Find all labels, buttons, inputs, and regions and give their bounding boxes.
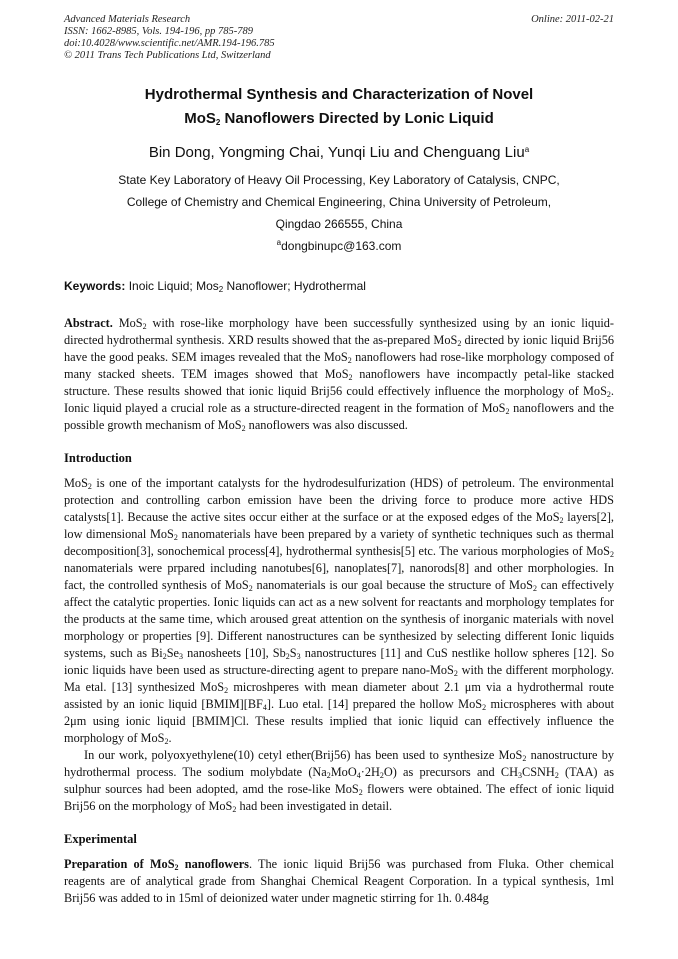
- abstract-label: Abstract.: [64, 316, 113, 330]
- affiliation-line-1: State Key Laboratory of Heavy Oil Processing, Key Laboratory of Catalysis, CNPC,: [118, 173, 560, 187]
- title-line-1: Hydrothermal Synthesis and Characterization of Novel: [144, 86, 534, 103]
- journal-name: Advanced Materials Research: [64, 14, 191, 25]
- author-list: [64, 143, 614, 163]
- section-heading-introduction: Introduction: [64, 451, 132, 465]
- subsection-heading: Preparation of MoS$_2$ nanoflowers: [64, 857, 249, 872]
- experimental-paragraph: Preparation of MoS$_2$ nanoflowers. The ionic liquid Brij56 was purchased from Fluka. Other chemical reagents are of analytical grade from Shanghai Chemical Reagent Corporation. In a typical synthesis, 1ml Brij56 was added to in 15ml of deionized water under magnetic stirring for 1h. 0.484g: [64, 857, 614, 905]
- keywords: Keywords: Inoic Liquid; Mos$_2$ Nanoflower; Hydrothermal: [64, 279, 366, 294]
- affiliation-line-2: College of Chemistry and Chemical Engineering, China University of Petroleum,: [126, 195, 552, 209]
- section-heading-experimental: Experimental: [64, 832, 137, 846]
- issn-line: ISSN: 1662-8985, Vols. 194-196, pp 785-789: [64, 26, 253, 37]
- affiliation: [64, 169, 614, 257]
- introduction-paragraph-1: MoS$_2$ is one of the important catalysts for the hydrodesulfurization (HDS) of petroleum. The environmental protection and controlling carbon emission have been the driving force to produce more active HDS catalysts[1]. Because the active sites occur either at the surface or at the exposed edges of the MoS$_2$ layers[2], low dimensional MoS$_2$ nanomaterials have been prepared by a variety of synthetic techniques such as thermal decomposition[3], sonochemical process[4], hydrothermal synthesis[5] etc. The various morphologies of MoS$_2$ nanomaterials were prpared including nanotubes[6], nanoplates[7], nanorods[8] and other morphologies. In fact, the controlled synthesis of MoS$_2$ nanomaterials is our goal because the structure of MoS$_2$ can effectively affect the catalytic properties. Ionic liquids can act as a new solvent for reactants and morphology templates for the products at the same time, which aroused great attention on the synthesis of inorganic materials with novel morphology or properties [9]. Different nanostructures can be synthesized by selecting different Ionic liquids systems, such as $Bi_2Se_3$ nanosheets [10], $Sb_2S_3$ nanostructures [11] and CuS nestlike hollow spheres [12]. So ionic liquids have been used as structure-directing agent to prepare nano-MoS$_2$ with the different morphology. Ma etal. [13] synthesized MoS$_2$ microshperes with mean diameter about 2.1 μm via a hydrothermal route assisted by an ionic liquid $[BMIM][BF_4]$. Luo etal. [14] prepared the hollow MoS$_2$ microspheres with about 2μm using ionic liquid [BMIM]Cl. These results implied that ionic liquid can effectively influence the morphology of MoS$_2$.: [64, 476, 615, 746]
- title-line-2: MoS$_2$ Nanoflowers Directed by Lonic Liquid: [184, 110, 494, 127]
- online-date: Online: 2011-02-21: [531, 14, 614, 25]
- journal-header: [64, 14, 614, 62]
- abstract: [64, 315, 614, 434]
- author-email: $^a$dongbinupc@163.com: [276, 238, 402, 253]
- paper-page: [64, 14, 614, 907]
- keywords-label: Keywords:: [64, 279, 126, 293]
- journal-info: [64, 14, 275, 62]
- affiliation-line-3: Qingdao 266555, China: [275, 217, 403, 231]
- author-names: Bin Dong, Yongming Chai, Yunqi Liu and Chenguang Liu: [148, 144, 525, 161]
- introduction-paragraph-2: In our work, polyoxyethylene(10) cetyl ether(Brij56) has been used to synthesize MoS$_2$ nanostructure by hydrothermal process. The sodium molybdate $(Na_2MoO_4\cdot 2H_2O)$ as precursors and $CH_3CSNH_2$ (TAA) as sulphur sources had been adopted, amd the rose-like MoS$_2$ flowers were obtained. The effect of ionic liquid Brij56 on the morphology of MoS$_2$ had been investigated in detail.: [64, 748, 614, 814]
- doi-line: doi:10.4028/www.scientific.net/AMR.194-196.785: [64, 38, 275, 49]
- copyright-line: © 2011 Trans Tech Publications Ltd, Switzerland: [64, 50, 271, 61]
- paper-title: [64, 83, 614, 131]
- author-mark: a: [524, 145, 530, 154]
- abstract-body: MoS$_2$ with rose-like morphology have been successfully synthesized using by an ionic liquid-directed hydrothermal synthesis. XRD results showed that the as-prepared MoS$_2$ directed by ionic liquid Brij56 have the good peaks. SEM images revealed that the MoS$_2$ nanoflowers had rose-like morphology composed of many stacked sheets. TEM images showed that MoS$_2$ nanoflowers have incompactly petal-like stacked structure. These results showed that ionic liquid Brij56 could effectively influence the morphology of MoS$_2$. Ionic liquid played a crucial role as a structure-directed reagent in the formation of MoS$_2$ nanoflowers and the possible growth mechanism of MoS$_2$ nanoflowers was also discussed.: [64, 316, 615, 433]
